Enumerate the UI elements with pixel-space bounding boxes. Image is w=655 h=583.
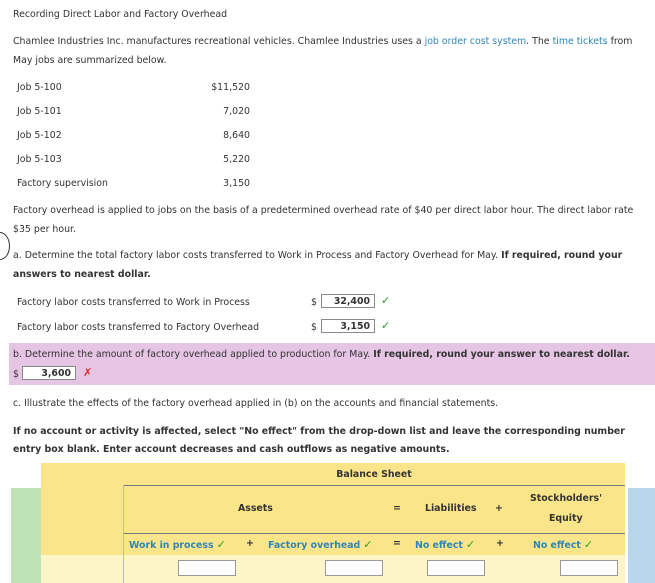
part-b-prompt bbox=[13, 349, 630, 360]
equity-header: Equity bbox=[549, 513, 583, 524]
equity-amount-input[interactable] bbox=[560, 560, 618, 576]
job-value: $11,520 bbox=[211, 82, 250, 93]
wip-amount-input[interactable] bbox=[178, 560, 236, 576]
divider bbox=[123, 485, 625, 486]
job-value: 3,150 bbox=[223, 178, 250, 189]
job-value: 5,220 bbox=[223, 154, 250, 165]
part-c-instruction-1: If no account or activity is affected, select "No effect" from the drop-down list and leave the corresponding number bbox=[13, 426, 625, 437]
dropdown-value: Factory overhead bbox=[268, 540, 361, 551]
correct-check-icon: ✓ bbox=[363, 538, 373, 551]
part-c-prompt: c. Illustrate the effects of the factory overhead applied in (b) on the accounts and financial statements. bbox=[13, 398, 499, 409]
plus-sign: + bbox=[246, 538, 254, 549]
part-a-prompt bbox=[13, 250, 622, 261]
divider bbox=[123, 485, 124, 583]
assets-header: Assets bbox=[238, 503, 273, 514]
equity-dropdown[interactable] bbox=[533, 538, 593, 551]
stockholders-header: Stockholders' bbox=[530, 493, 602, 504]
job-label: Job 5-103 bbox=[17, 154, 62, 165]
fo-labor-label: Factory labor costs transferred to Factory Overhead bbox=[17, 322, 260, 333]
job-label: Job 5-101 bbox=[17, 106, 62, 117]
time-tickets-link[interactable]: time tickets bbox=[552, 36, 608, 47]
liabilities-dropdown[interactable] bbox=[415, 538, 475, 551]
overhead-text-line-1: Factory overhead is applied to jobs on the basis of a predetermined overhead rate of $40 per direct labor hour. The direct labor rate bbox=[13, 205, 634, 216]
equals-sign: = bbox=[393, 538, 401, 549]
step-indicator bbox=[0, 232, 10, 260]
left-green-column bbox=[11, 488, 41, 583]
intro-text-1: Chamlee Industries Inc. manufactures recreational vehicles. Chamlee Industries uses a bbox=[13, 36, 425, 47]
fo-labor-input[interactable]: 3,150 bbox=[321, 319, 375, 333]
dropdown-value: No effect bbox=[415, 540, 463, 551]
wip-account-dropdown[interactable] bbox=[129, 538, 226, 551]
correct-check-icon: ✓ bbox=[465, 538, 476, 551]
intro-text-2: . The bbox=[526, 36, 553, 47]
currency-symbol: $ bbox=[13, 369, 19, 380]
job-order-cost-system-link[interactable]: job order cost system bbox=[424, 36, 527, 47]
part-a-bold: If required, round your bbox=[501, 250, 623, 261]
divider bbox=[123, 533, 625, 534]
overhead-text-line-2: $35 per hour. bbox=[13, 224, 77, 235]
currency-symbol: $ bbox=[311, 297, 317, 308]
wip-labor-label: Factory labor costs transferred to Work in Process bbox=[17, 297, 250, 308]
job-value: 8,640 bbox=[223, 130, 250, 141]
liabilities-amount-input[interactable] bbox=[427, 560, 485, 576]
liabilities-header: Liabilities bbox=[425, 503, 477, 514]
job-label: Job 5-100 bbox=[17, 82, 62, 93]
job-label: Job 5-102 bbox=[17, 130, 62, 141]
currency-symbol: $ bbox=[311, 322, 317, 333]
fo-amount-input[interactable] bbox=[325, 560, 383, 576]
plus-sign: + bbox=[495, 503, 503, 514]
right-blue-column bbox=[628, 488, 655, 583]
equals-sign: = bbox=[393, 503, 401, 514]
balance-sheet-title: Balance Sheet bbox=[336, 469, 412, 480]
dropdown-value: Work in process bbox=[129, 540, 214, 551]
part-b-text: b. Determine the amount of factory overhead applied to production for May. bbox=[13, 349, 374, 360]
intro-line-1 bbox=[13, 36, 632, 47]
job-value: 7,020 bbox=[223, 106, 250, 117]
fo-account-dropdown[interactable] bbox=[268, 538, 372, 551]
correct-check-icon: ✓ bbox=[381, 294, 391, 307]
job-label: Factory supervision bbox=[17, 178, 108, 189]
page-title: Recording Direct Labor and Factory Overhead bbox=[13, 9, 228, 20]
part-c-instruction-2: entry box blank. Enter account decreases and cash outflows as negative amounts. bbox=[13, 444, 450, 455]
part-a-bold-2: answers to nearest dollar. bbox=[13, 269, 151, 280]
incorrect-x-icon: ✗ bbox=[83, 366, 93, 379]
intro-text-3: from bbox=[607, 36, 633, 47]
plus-sign: + bbox=[496, 538, 504, 549]
correct-check-icon: ✓ bbox=[381, 319, 391, 332]
part-b-bold: If required, round your answer to nearest dollar. bbox=[373, 349, 630, 360]
applied-overhead-input[interactable]: 3,600 bbox=[22, 366, 76, 380]
part-a-text: a. Determine the total factory labor costs transferred to Work in Process and Factory Overhead for May. bbox=[13, 250, 502, 261]
wip-labor-input[interactable]: 32,400 bbox=[321, 294, 375, 308]
correct-check-icon: ✓ bbox=[583, 538, 594, 551]
intro-line-2: May jobs are summarized below. bbox=[13, 55, 167, 66]
correct-check-icon: ✓ bbox=[216, 538, 226, 551]
dropdown-value: No effect bbox=[533, 540, 581, 551]
